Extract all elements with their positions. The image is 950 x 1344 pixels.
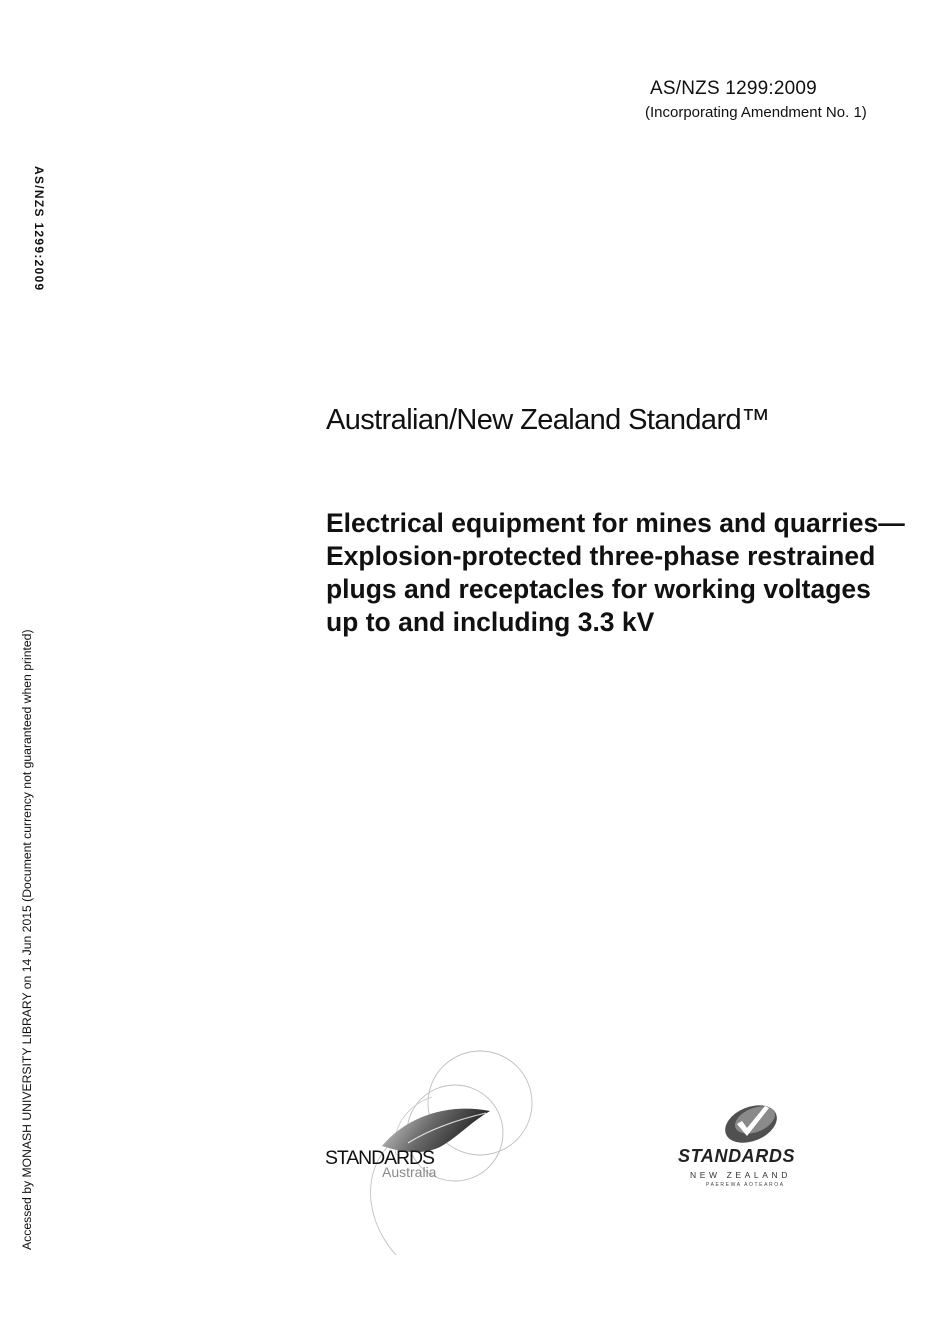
standards-nz-subtitle: NEW ZEALAND	[690, 1170, 791, 1180]
standards-nz-maori-subtitle: PAEREWA AOTEAROA	[706, 1182, 785, 1188]
standards-nz-check-icon	[717, 1100, 787, 1146]
spine-standard-code: AS/NZS 1299:2009	[32, 166, 46, 292]
standards-nz-logo	[672, 1100, 832, 1200]
standards-australia-wordmark: STANDARDS	[325, 1147, 434, 1169]
standard-number: AS/NZS 1299:2009	[650, 78, 817, 99]
standards-nz-wordmark: STANDARDS	[678, 1146, 796, 1166]
standards-australia-logo	[320, 1045, 540, 1260]
access-notice: Accessed by MONASH UNIVERSITY LIBRARY on 14 Jun 2015 (Document currency not guaranteed when printed)	[20, 629, 34, 1250]
amendment-note: (Incorporating Amendment No. 1)	[645, 104, 867, 121]
standard-kind-heading: Australian/New Zealand Standard™	[326, 404, 770, 436]
document-title: Electrical equipment for mines and quarries—Explosion-protected three-phase restrained plugs and receptacles for working voltages up to and including 3.3 kV	[326, 508, 905, 637]
standards-australia-subtitle: Australia	[382, 1164, 437, 1180]
